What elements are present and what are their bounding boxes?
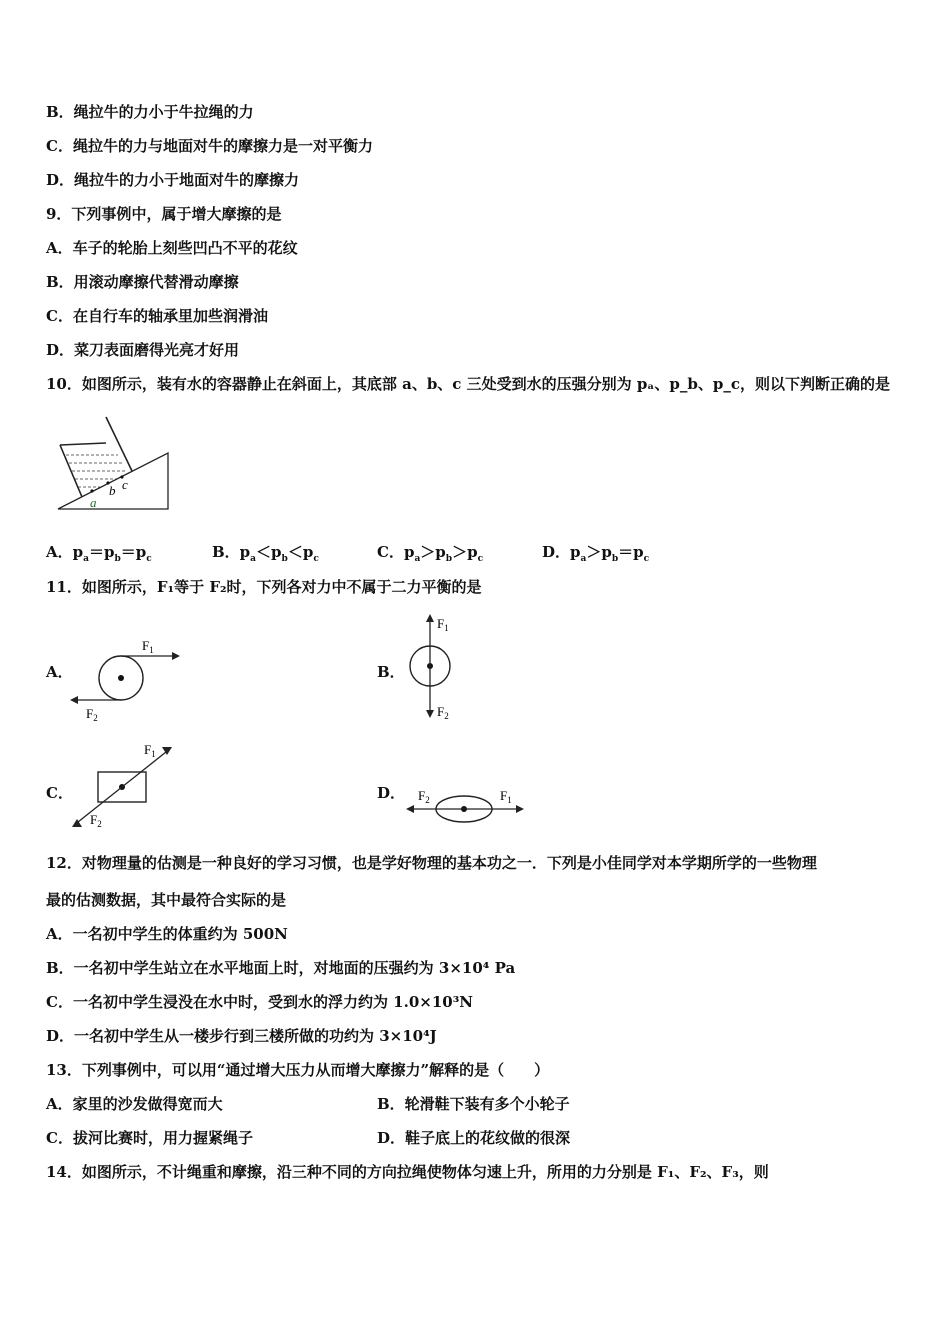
q11-figure-d <box>404 784 526 830</box>
q13-option-b: B．轮滑鞋下装有多个小轮子 <box>377 1095 570 1113</box>
q12-option-b: B．一名初中学生站立在水平地面上时，对地面的压强约为 3×10⁴ Pa <box>46 959 516 977</box>
q10-option-d: D．$p_a>p_b=p_c$ <box>542 543 650 564</box>
q10-figure-incline-container <box>56 415 172 513</box>
q9-option-b: B．用滚动摩擦代替滑动摩擦 <box>46 273 239 291</box>
q8-option-d: D．绳拉牛的力小于地面对牛的摩擦力 <box>46 171 300 189</box>
q11-label-c: C． <box>46 784 73 802</box>
q11c-f2-label: $F_2$ <box>90 812 102 829</box>
q12-option-a: A．一名初中学生的体重约为 500N <box>46 925 288 943</box>
q11d-f1-label: $F_1$ <box>500 788 512 805</box>
q10-option-c: C．$p_a>p_b>p_c$ <box>377 543 484 564</box>
q13-option-d: D．鞋子底上的花纹做的很深 <box>377 1129 571 1147</box>
q10-label-a: a <box>90 495 97 510</box>
q8-option-b: B．绳拉牛的力小于牛拉绳的力 <box>46 103 254 121</box>
q12-option-d: D．一名初中学生从一楼步行到三楼所做的功约为 3×10⁴J <box>46 1027 437 1045</box>
q11-label-a: A． <box>46 663 73 681</box>
q11c-f1-label: $F_1$ <box>144 742 156 759</box>
q10-option-a: A．$p_a=p_b=p_c$ <box>46 543 152 564</box>
q10-stem: 10．如图所示，装有水的容器静止在斜面上，其底部 a、b、c 三处受到水的压强分别为 pₐ、p_b、p_c，则以下判断正确的是 <box>46 375 890 393</box>
q13-option-c: C．拔河比赛时，用力握紧绳子 <box>46 1129 253 1147</box>
q8-option-c: C．绳拉牛的力与地面对牛的摩擦力是一对平衡力 <box>46 137 373 155</box>
q11a-f2-label: $F_2$ <box>86 706 98 723</box>
q11b-f1-label: $F_1$ <box>437 616 449 633</box>
q10-label-b: b <box>109 483 116 498</box>
q13-stem: 13．下列事例中，可以用“通过增大压力从而增大摩擦力”解释的是（ ） <box>46 1061 550 1079</box>
q9-stem: 9．下列事例中，属于增大摩擦的是 <box>46 205 282 223</box>
q12-stem-line2: 最的估测数据，其中最符合实际的是 <box>46 891 287 909</box>
q12-stem-line1: 12．对物理量的估测是一种良好的学习习惯，也是学好物理的基本功之一．下列是小佳同学对本学期所学的一些物理 <box>46 854 817 872</box>
q11-stem: 11．如图所示，F₁等于 F₂时，下列各对力中不属于二力平衡的是 <box>46 578 482 596</box>
q11b-f2-label: $F_2$ <box>437 704 449 721</box>
q11-figure-b <box>404 612 458 724</box>
q14-stem: 14．如图所示，不计绳重和摩擦，沿三种不同的方向拉绳使物体匀速上升，所用的力分别是 F₁、F₂、F₃，则 <box>46 1163 769 1181</box>
q12-option-c: C．一名初中学生浸没在水中时，受到水的浮力约为 1.0×10³N <box>46 993 473 1011</box>
q11-label-d: D． <box>377 784 406 802</box>
q11-figure-a <box>66 630 180 724</box>
q9-option-d: D．菜刀表面磨得光亮才好用 <box>46 341 240 359</box>
q11d-f2-label: $F_2$ <box>418 788 430 805</box>
q9-option-a: A．车子的轮胎上刻些凹凸不平的花纹 <box>46 239 298 257</box>
q11a-f1-label: $F_1$ <box>142 638 154 655</box>
q9-option-c: C．在自行车的轴承里加些润滑油 <box>46 307 268 325</box>
q13-option-a: A．家里的沙发做得宽而大 <box>46 1095 223 1113</box>
q11-figure-c <box>66 740 178 830</box>
q11-label-b: B． <box>377 663 405 681</box>
q10-label-c: c <box>122 477 128 492</box>
q10-option-b: B．$p_a<p_b<p_c$ <box>212 543 319 564</box>
